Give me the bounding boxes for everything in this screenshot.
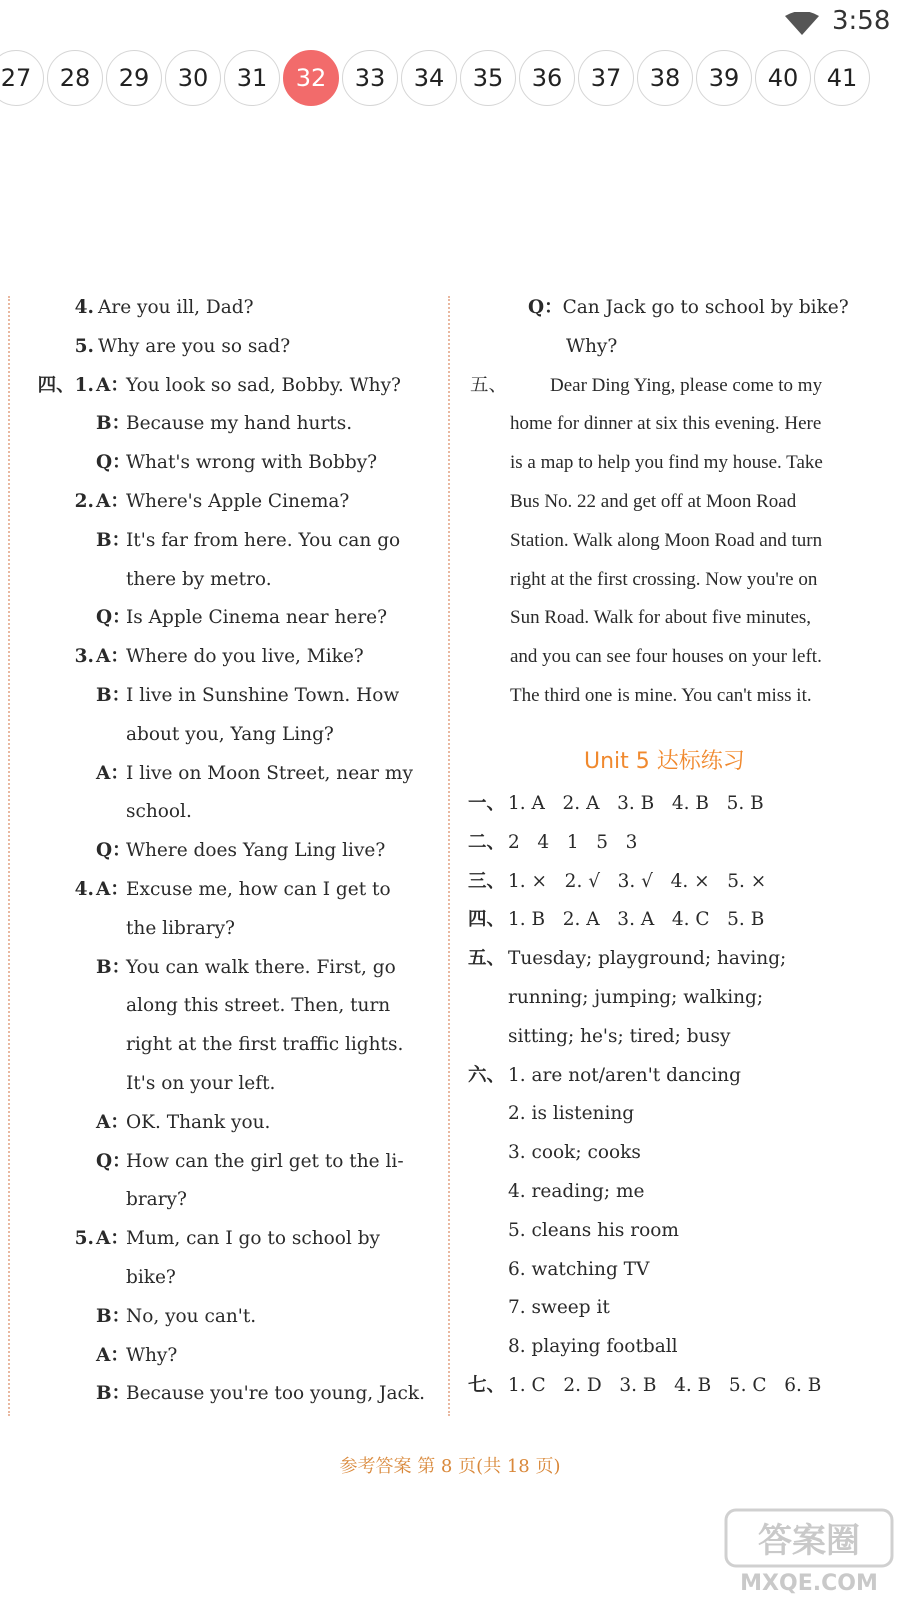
- speaker-label: B：: [96, 685, 131, 706]
- speaker-label: A：: [96, 762, 129, 784]
- answer-text: 6. watching TV: [508, 1258, 650, 1280]
- answer-text: 2. is listening: [508, 1103, 635, 1125]
- speaker-label: B：: [96, 1383, 131, 1405]
- answer-text: 1. are not/aren't dancing: [508, 1064, 741, 1086]
- speaker-label: B：: [96, 956, 131, 978]
- dialog-text: the library?: [126, 917, 235, 939]
- dialog-text: You look so sad, Bobby. Why?: [126, 374, 401, 396]
- passage-line: home for dinner at six this evening. Here: [510, 413, 822, 435]
- section-label: 六、: [468, 1064, 506, 1086]
- speaker-label: A：: [96, 1228, 129, 1250]
- speaker-label: B：: [96, 529, 131, 551]
- page-button-28[interactable]: 28: [47, 50, 103, 106]
- answer-text: 1. B 2. A 3. A 4. C 5. B: [508, 909, 765, 931]
- page-button-35[interactable]: 35: [460, 50, 516, 106]
- answer-text: 4. reading; me: [508, 1181, 645, 1202]
- section-label: 一、: [468, 793, 506, 814]
- section-label: 五、: [468, 948, 506, 970]
- passage-line: Sun Road. Walk for about five minutes,: [510, 607, 812, 629]
- svg-text:答案圈: 答案圈: [758, 1521, 860, 1561]
- answer-text: 1. A 2. A 3. B 4. B 5. B: [508, 793, 764, 814]
- dialog-text: Can Jack go to school by bike?: [562, 297, 849, 318]
- page-button-31[interactable]: 31: [224, 50, 280, 106]
- dialog-text: Why?: [126, 1344, 178, 1366]
- speaker-label: A：: [96, 491, 129, 512]
- item-number: 2.: [74, 491, 94, 512]
- item-number: 4.: [74, 297, 94, 318]
- dialog-text: brary?: [126, 1189, 187, 1211]
- svg-text:MXQE.COM: MXQE.COM: [740, 1571, 878, 1596]
- speaker-label: Q：: [96, 452, 131, 474]
- passage-label: 五、: [470, 374, 508, 396]
- item-number: 5.: [74, 1228, 94, 1250]
- page-button-40[interactable]: 40: [755, 50, 811, 106]
- dialog-text: school.: [126, 801, 192, 823]
- watermark-logo: [724, 1508, 894, 1596]
- item-number: 四、1.: [37, 374, 94, 396]
- page-footer: 参考答案 第 8 页(共 18 页): [339, 1456, 561, 1477]
- left-margin-line: [8, 296, 10, 1416]
- dialog-text: Is Apple Cinema near here?: [126, 607, 388, 629]
- passage-line: The third one is mine. You can't miss it.: [510, 685, 812, 706]
- dialog-text: right at the first traffic lights.: [126, 1034, 404, 1056]
- page-button-34[interactable]: 34: [401, 50, 457, 106]
- speaker-label: A：: [96, 374, 129, 396]
- speaker-label: A：: [96, 1111, 129, 1133]
- page-button-32[interactable]: 32: [283, 50, 339, 106]
- dialog-text: Where's Apple Cinema?: [126, 491, 350, 512]
- speaker-label: Q：: [96, 1150, 131, 1172]
- section-label: 二、: [468, 831, 506, 853]
- item-number: 4.: [74, 879, 94, 900]
- passage-line: right at the first crossing. Now you're on: [510, 568, 818, 590]
- clock: 3:58: [832, 6, 891, 36]
- item-number: 5.: [74, 335, 94, 357]
- item-number: 3.: [74, 646, 94, 668]
- answer-text: running; jumping; walking;: [508, 987, 764, 1008]
- page-button-38[interactable]: 38: [637, 50, 693, 106]
- page-button-27[interactable]: 27: [0, 50, 44, 106]
- answer-text: 1. C 2. D 3. B 4. B 5. C 6. B: [508, 1375, 822, 1396]
- answer-text: Tuesday; playground; having;: [508, 948, 787, 970]
- passage-line: Bus No. 22 and get off at Moon Road: [510, 491, 797, 512]
- dialog-text: Are you ill, Dad?: [98, 297, 254, 318]
- dialog-line: [566, 335, 617, 359]
- page-button-39[interactable]: 39: [696, 50, 752, 106]
- dialog-text: Where does Yang Ling live?: [126, 840, 386, 862]
- section-label: 四、: [468, 909, 506, 931]
- page-button-36[interactable]: 36: [519, 50, 575, 106]
- dialog-text: Why?: [566, 335, 618, 357]
- dialog-text: Where do you live, Mike?: [126, 646, 364, 668]
- dialog-text: What's wrong with Bobby?: [126, 452, 378, 474]
- column-divider: [448, 296, 450, 1416]
- dialog-text: bike?: [126, 1267, 176, 1288]
- answer-text: sitting; he's; tired; busy: [508, 1025, 731, 1047]
- dialog-text: there by metro.: [126, 568, 272, 590]
- answer-text: 2 4 1 5 3: [508, 831, 638, 853]
- answer-text: 3. cook; cooks: [508, 1142, 641, 1164]
- speaker-label: B：: [96, 1305, 131, 1327]
- page-navigator: [0, 50, 900, 110]
- passage-line: and you can see four houses on your left.: [510, 646, 822, 668]
- dialog-text: Because my hand hurts.: [126, 413, 353, 435]
- dialog-text: Mum, can I go to school by: [126, 1228, 380, 1250]
- section-label: 七、: [468, 1375, 506, 1396]
- page-button-29[interactable]: 29: [106, 50, 162, 106]
- answer-text: 8. playing football: [508, 1336, 678, 1358]
- dialog-text: Because you're too young, Jack.: [126, 1383, 425, 1405]
- passage-line: is a map to help you find my house. Take: [510, 452, 823, 474]
- passage-line: Station. Walk along Moon Road and turn: [510, 529, 823, 551]
- unit-title: Unit 5 达标练习: [584, 749, 745, 774]
- dialog-text: Why are you so sad?: [98, 335, 291, 357]
- speaker-label: B：: [96, 413, 131, 435]
- dialog-text: No, you can't.: [126, 1305, 257, 1327]
- dialog-text: about you, Yang Ling?: [126, 723, 334, 745]
- answer-page: [0, 296, 900, 1426]
- dialog-text: I live in Sunshine Town. How: [126, 685, 400, 706]
- page-button-33[interactable]: 33: [342, 50, 398, 106]
- page-button-41[interactable]: 41: [814, 50, 870, 106]
- answer-text: 1. × 2. √ 3. √ 4. × 5. ×: [508, 870, 767, 892]
- dialog-text: I live on Moon Street, near my: [126, 762, 413, 784]
- status-bar: [0, 0, 900, 48]
- speaker-label: A：: [96, 1344, 129, 1366]
- section-label: 三、: [468, 870, 506, 892]
- speaker-label: Q：: [96, 607, 131, 629]
- dialog-text: It's far from here. You can go: [126, 529, 401, 551]
- speaker-label: Q：: [96, 840, 131, 862]
- page-button-37[interactable]: 37: [578, 50, 634, 106]
- speaker-label: Q：: [528, 297, 563, 318]
- speaker-label: A：: [96, 646, 129, 668]
- dialog-text: You can walk there. First, go: [126, 956, 396, 978]
- passage-line: Dear Ding Ying, please come to my: [550, 374, 823, 396]
- wifi-icon: [784, 12, 820, 36]
- dialog-text: Excuse me, how can I get to: [126, 879, 391, 900]
- answer-text: 5. cleans his room: [508, 1219, 679, 1241]
- speaker-label: A：: [96, 879, 129, 900]
- dialog-text: along this street. Then, turn: [126, 995, 391, 1017]
- dialog-text: How can the girl get to the li-: [126, 1150, 404, 1172]
- dialog-text: OK. Thank you.: [126, 1111, 271, 1133]
- answer-text: 7. sweep it: [508, 1297, 610, 1319]
- dialog-line: [528, 296, 849, 320]
- page-button-30[interactable]: 30: [165, 50, 221, 106]
- dialog-text: It's on your left.: [126, 1073, 276, 1094]
